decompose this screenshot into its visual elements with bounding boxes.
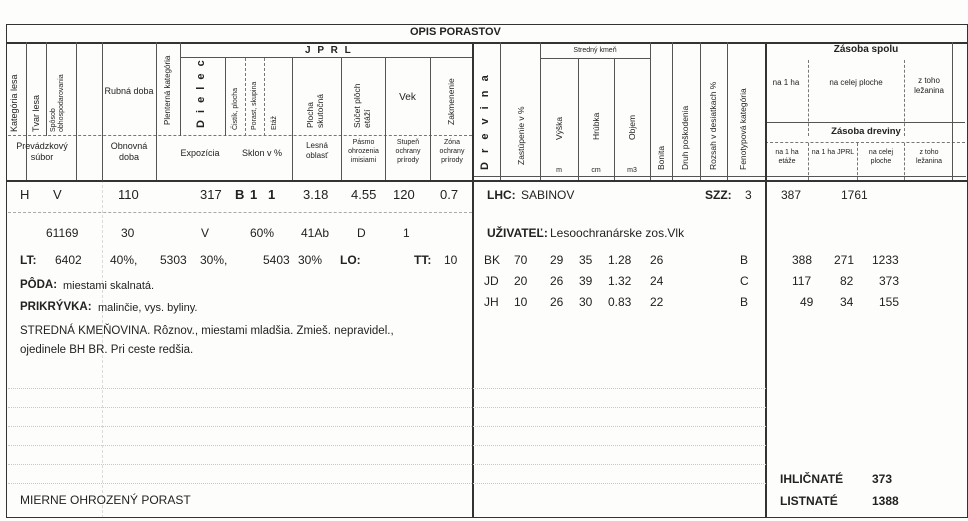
grid-line: [8, 483, 766, 484]
vline: [472, 42, 474, 518]
stredny-kmen-split: [540, 58, 650, 59]
header-split-dashed: [8, 135, 472, 136]
listnate-label: LISTNATÉ: [780, 494, 838, 508]
row2-lesna-oblast: 41Ab: [301, 226, 330, 240]
row2-stupen: 1: [403, 226, 410, 240]
species-zasoba-1: 388: [792, 253, 813, 267]
vline: [614, 58, 615, 180]
vline: [808, 60, 809, 136]
hdr-sub-na-1ha-jprl: na 1 ha JPRL: [811, 149, 855, 156]
listnate-value: 1388: [872, 494, 899, 508]
hdr-vyska: Výška: [554, 116, 564, 140]
hdr-sucet-ploch: Súčet plôch etáží: [352, 83, 372, 128]
hdr-sklon: Sklon v %: [241, 148, 283, 158]
species-fenotyp: B: [740, 295, 749, 309]
tt-value: 10: [444, 253, 458, 267]
lt-p3: 30%: [298, 253, 323, 267]
hdr-unit-m: m: [556, 167, 562, 174]
species-zastupenie: 70: [514, 253, 528, 267]
hdr-plenterna: Plenterná kategória: [163, 55, 172, 125]
species-zasoba-1: 117: [792, 274, 812, 288]
hdr-dielec: D i e l e c: [195, 58, 207, 128]
vline: [156, 42, 157, 180]
hdr-zakmenenie: Zakmenenie: [446, 78, 456, 125]
row2-pasmo: D: [357, 226, 366, 240]
species-vyska: 26: [550, 295, 564, 309]
species-drevina: JD: [484, 274, 499, 288]
hdr-unit-cm: cm: [591, 167, 601, 174]
hdr-druh-poskodenia: Druh poškodenia: [680, 105, 690, 170]
poda-label: PÔDA:: [20, 279, 58, 291]
vline: [385, 58, 386, 180]
row2-obnovna-doba: 30: [121, 226, 135, 240]
vline: [765, 42, 767, 518]
vline: [540, 42, 541, 180]
zasoba-split: [765, 122, 965, 123]
species-bonita: 24: [650, 274, 664, 288]
row1-rubna-doba: 110: [118, 187, 139, 202]
row1-tvar: V: [53, 187, 62, 202]
vline: [245, 58, 246, 136]
species-bonita: 26: [650, 253, 664, 267]
hdr-expozicia: Expozícia: [180, 148, 220, 158]
lt-t3: 5403: [263, 253, 290, 267]
hdr-hrubka: Hrúbka: [591, 112, 601, 140]
vline: [180, 42, 181, 136]
page-title: OPIS PORASTOV: [410, 26, 501, 38]
hdr-sub-na-celej: na celej ploche: [868, 149, 894, 165]
hdr-zastupenie: Zastúpenie v %: [516, 106, 526, 165]
species-objem: 1.32: [608, 274, 632, 288]
vline: [672, 42, 673, 180]
species-hrubka: 39: [579, 274, 593, 288]
hdr-sub-z-toho: z toho ležanina: [915, 149, 943, 165]
zasoba-na-1ha: 387: [781, 188, 802, 202]
species-bonita: 22: [650, 295, 664, 309]
hdr-plocha-skutocna: Plocha skutočná: [305, 93, 325, 128]
lt-t2: 5303: [160, 253, 187, 267]
hdr-bonita: Bonita: [656, 145, 666, 170]
ihlicnate-value: 373: [872, 472, 893, 486]
hdr-unit-m3: m3: [627, 167, 637, 174]
grid-line: [8, 426, 766, 427]
species-zasoba-1: 49: [800, 295, 814, 309]
row1-skupina: 1: [250, 187, 258, 202]
uzivatel-value: Lesoochranárske zos.Vlk: [550, 226, 685, 240]
hdr-objem: Objem: [627, 114, 637, 140]
row1-porast: B: [235, 187, 245, 202]
species-hrubka: 35: [579, 253, 593, 267]
lt-label: LT:: [20, 253, 37, 267]
description-line2: ojedinele BH BR. Pri ceste redšia.: [20, 344, 194, 356]
row1-zakmenenie: 0.7: [440, 187, 459, 202]
species-zastupenie: 10: [514, 295, 528, 309]
grid-line: [8, 445, 766, 446]
species-zasoba-3: 373: [879, 274, 900, 288]
vline: [46, 42, 47, 136]
hdr-vek: Vek: [399, 92, 416, 103]
zasoba-dreviny-split: [765, 142, 965, 143]
uzivatel-label: UŽIVATEĽ:: [487, 226, 548, 240]
description-line1: STREDNÁ KMEŇOVINA. Rôznov., miestami mladšia. Zmieš. nepravidel.,: [20, 325, 394, 337]
vline: [857, 143, 858, 180]
row2-prevadzkovy-subor: 61169: [46, 226, 79, 240]
hdr-sub-na-1ha-etaze: na 1 ha etáže: [775, 149, 799, 165]
hdr-stupen: Stupeň ochrany prírody: [395, 139, 421, 164]
prikryvka-text: malinčie, vys. byliny.: [98, 302, 198, 314]
lt-p1: 40%,: [110, 253, 138, 267]
jprl-label: J P R L: [305, 45, 353, 56]
hdr-porast: Porast, skupina: [251, 81, 258, 130]
row2-expozicia: V: [201, 226, 210, 240]
hdr-prevadzkovy-subor: Prevádzkový súbor: [16, 141, 68, 162]
species-zasoba-2: 82: [840, 274, 854, 288]
species-drevina: JH: [484, 295, 499, 309]
vline: [76, 42, 77, 180]
hdr-etaz: Etáž: [271, 115, 278, 130]
szz-label: SZZ:: [705, 188, 732, 202]
vline: [341, 58, 342, 180]
hdr-kategoria-lesa: Kategória lesa: [9, 74, 19, 132]
header-bottom-line: [6, 180, 968, 182]
vline: [727, 42, 728, 180]
lt-p2: 30%,: [200, 253, 228, 267]
species-fenotyp: B: [740, 253, 749, 267]
zasoba-na-celej: 1761: [841, 188, 868, 202]
species-zasoba-3: 155: [879, 295, 900, 309]
row-separator: [8, 212, 472, 213]
row2-sklon: 60%: [250, 226, 275, 240]
jprl-divider: [180, 57, 472, 58]
hdr-drevina: D r e v i n a: [479, 72, 491, 170]
lhc-value: SABINOV: [521, 188, 575, 202]
tt-label: TT:: [414, 253, 432, 267]
species-objem: 1.28: [608, 253, 632, 267]
hdr-zasoba-spolu: Zásoba spolu: [833, 44, 899, 55]
hdr-zona: Zóna ochrany prírody: [439, 139, 465, 164]
vline: [904, 60, 905, 136]
hdr-stredny-kmen: Stredný kmeň: [573, 47, 617, 54]
row1-dielec: 317: [200, 187, 222, 202]
vline: [292, 58, 293, 180]
species-fenotyp: C: [740, 274, 749, 288]
hdr-pasmo: Pásmo ohrozenia imisiami: [348, 139, 379, 164]
species-objem: 0.83: [608, 295, 632, 309]
units-underline: [472, 176, 966, 177]
row1-etaz: 1: [268, 187, 276, 202]
lo-label: LO:: [340, 253, 361, 267]
vline: [700, 42, 701, 180]
hdr-na-celej-ploche: na celej ploche: [829, 78, 883, 87]
prikryvka-label: PRIKRÝVKA:: [20, 301, 92, 313]
vline: [500, 42, 501, 180]
poda-text: miestami skalnatá.: [63, 280, 155, 292]
grid-line: [8, 388, 766, 389]
vline: [264, 58, 265, 136]
ihlicnate-label: IHLIČNATÉ: [780, 472, 844, 486]
hdr-na-1ha: na 1 ha: [772, 78, 800, 87]
risk-label: MIERNE OHROZENÝ PORAST: [20, 493, 191, 507]
vline: [808, 143, 809, 180]
hdr-cistik: Čistík, plocha: [232, 87, 239, 130]
row1-vek: 120: [393, 187, 415, 202]
species-zastupenie: 20: [514, 274, 528, 288]
species-zasoba-2: 34: [840, 295, 854, 309]
grid-line: [8, 407, 766, 408]
hdr-obnovna-doba: Obnovná doba: [110, 141, 148, 162]
vline: [225, 58, 226, 136]
species-vyska: 29: [550, 253, 564, 267]
vline: [430, 58, 431, 180]
hdr-tvar-lesa: Tvar lesa: [31, 94, 41, 132]
lt-t1: 6402: [55, 253, 82, 267]
grid-line: [8, 464, 766, 465]
vline: [650, 42, 651, 180]
hdr-z-toho-lezanina: z toho ležanina: [914, 76, 944, 95]
species-zasoba-3: 1233: [872, 253, 899, 267]
species-zasoba-2: 271: [834, 253, 855, 267]
lhc-label: LHC:: [487, 188, 516, 202]
vline: [904, 143, 905, 180]
hdr-zasoba-dreviny: Zásoba dreviny: [831, 126, 901, 137]
hdr-fenotyp: Fenotypová kategória: [738, 88, 748, 170]
species-vyska: 26: [550, 274, 564, 288]
row1-plocha: 3.18: [303, 187, 329, 202]
hdr-rozsah: Rozsah v desiatkach %: [708, 81, 718, 170]
hdr-sposob: Spôsob obhospodarovania: [50, 74, 65, 132]
hdr-rubna-doba: Rubná doba: [104, 86, 154, 96]
species-hrubka: 30: [579, 295, 593, 309]
szz-value: 3: [745, 188, 752, 202]
row1-sucet: 4.55: [351, 187, 377, 202]
row1-kategoria: H: [20, 187, 30, 202]
species-drevina: BK: [484, 253, 501, 267]
vline: [578, 58, 579, 180]
vline: [952, 42, 953, 180]
hdr-lesna-oblast: Lesná oblasť: [305, 141, 329, 160]
